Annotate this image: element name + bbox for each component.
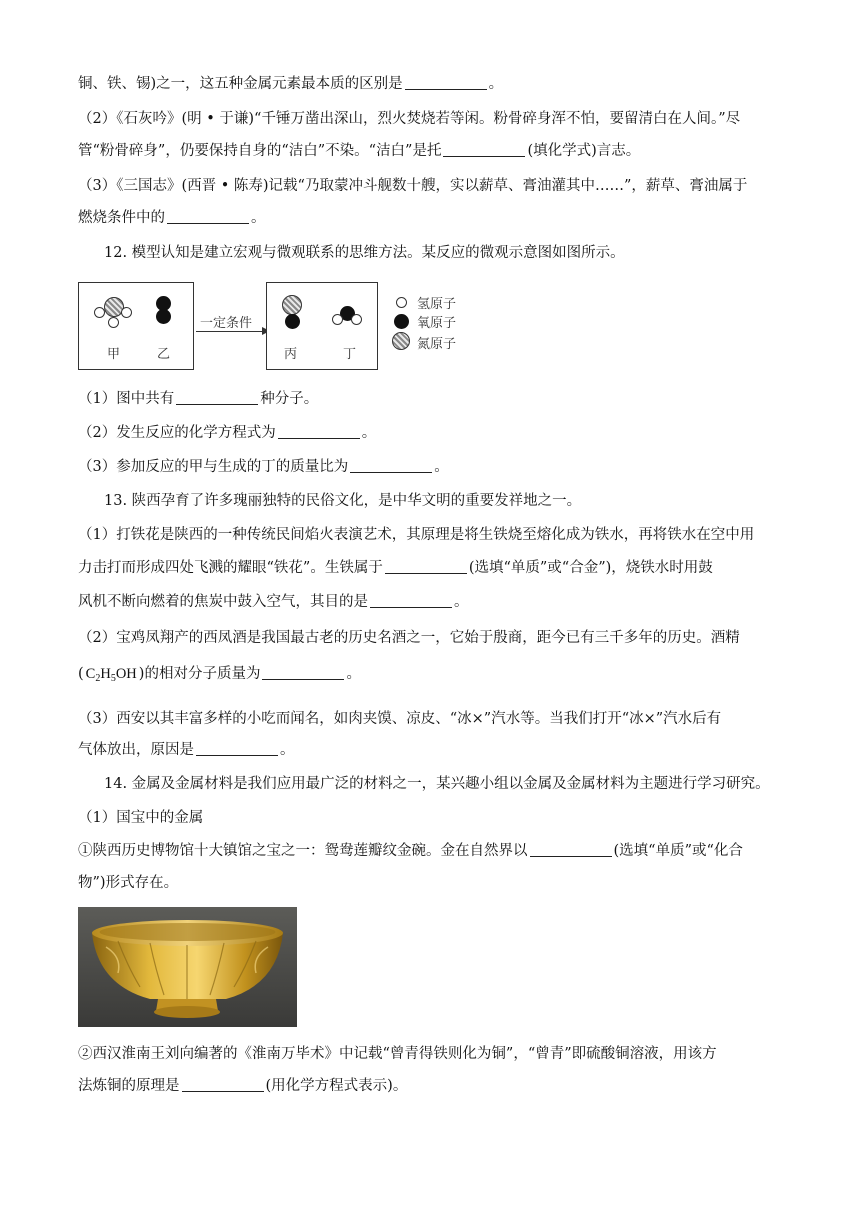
text: ②西汉淮南王刘向编著的《淮南万毕术》中记载“曾青得铁则化为铜”，“曾青”即硫酸铜溶液，用该方: [78, 1046, 717, 1062]
paragraph-line: [78, 664, 361, 689]
paragraph-line: [78, 808, 203, 828]
text: 气体放出，原因是: [78, 742, 194, 758]
answer-blank[interactable]: [370, 593, 452, 608]
text: 13. 陕西孕育了许多瑰丽独特的民俗文化，是中华文明的重要发祥地之一。: [104, 493, 582, 509]
text: （3）西安以其丰富多样的小吃而闻名，如肉夹馍、凉皮、“冰×”汽水等。当我们打开“冰×”汽水后有: [78, 711, 722, 727]
text: （2）发生反应的化学方程式为: [78, 425, 276, 441]
answer-blank[interactable]: [196, 741, 278, 756]
paragraph-line: [78, 1044, 717, 1064]
answer-blank[interactable]: [443, 142, 525, 157]
legend-oxygen-icon: [394, 314, 409, 329]
text: （3）《三国志》(西晋 • 陈寿)记载“乃取蒙冲斗舰数十艘，实以薪草、膏油灌其中……”，薪草、膏油属于: [78, 178, 748, 194]
text: 法炼铜的原理是: [78, 1078, 180, 1094]
hydrogen-atom-icon: [94, 307, 105, 318]
chemical-formula: [84, 666, 139, 682]
text: 12. 模型认知是建立宏观与微观联系的思维方法。某反应的微观示意图如图所示。: [104, 245, 625, 261]
paragraph-line: [78, 457, 449, 477]
paragraph-line: [78, 1076, 407, 1096]
paragraph-line: [78, 423, 376, 443]
text: 14. 金属及金属材料是我们应用最广泛的材料之一，某兴趣小组以金属及金属材料为主题进行学习研究。: [104, 776, 770, 792]
question-title: [104, 243, 625, 263]
hydrogen-atom-icon: [121, 307, 132, 318]
label-jia: 甲: [107, 347, 121, 362]
text: (选填“单质”或“合金”)，烧铁水时用鼓: [468, 560, 713, 576]
text: 。: [454, 594, 469, 610]
text: （2）《石灰吟》(明 • 于谦)“千锤万凿出深山，烈火焚烧若等闲。粉骨碎身浑不怕，要留清白在人间。”尽: [78, 111, 741, 127]
gold-bowl-image: [78, 907, 297, 1027]
text: )的相对分子质量为: [138, 666, 261, 682]
answer-blank[interactable]: [405, 75, 487, 90]
oxygen-atom-icon: [156, 309, 171, 324]
paragraph-line: [78, 873, 178, 893]
products-box: [266, 282, 378, 370]
answer-blank[interactable]: [350, 458, 432, 473]
paragraph-line: [78, 841, 743, 861]
question-title: [104, 774, 770, 794]
text: （3）参加反应的甲与生成的丁的质量比为: [78, 459, 349, 475]
text: 物”)形式存在。: [78, 875, 179, 891]
formula-sub: 2: [95, 673, 101, 684]
answer-blank[interactable]: [262, 665, 344, 680]
answer-blank[interactable]: [278, 424, 360, 439]
text: (: [78, 666, 84, 682]
answer-blank[interactable]: [385, 559, 467, 574]
legend-oxygen-label: 氧原子: [417, 316, 457, 331]
text: 风机不断向燃着的焦炭中鼓入空气，其目的是: [78, 594, 368, 610]
legend-nitrogen-label: 氮原子: [417, 337, 457, 352]
question-title: [104, 491, 581, 511]
text: (选填“单质”或“化合: [613, 843, 743, 859]
legend-nitrogen-icon: [392, 332, 410, 350]
text: 燃烧条件中的: [78, 210, 165, 226]
paragraph-line: [78, 740, 295, 760]
text: 力击打而形成四处飞溅的耀眼“铁花”。生铁属于: [78, 560, 383, 576]
paragraph-line: [78, 709, 721, 729]
text: （1）打铁花是陕西的一种传统民间焰火表演艺术，其原理是将生铁烧至熔化成为铁水，再将铁水在空中用: [78, 527, 755, 543]
text: （1）国宝中的金属: [78, 810, 204, 826]
label-yi: 乙: [157, 347, 171, 362]
label-bing: 丙: [284, 347, 298, 362]
formula-part: OH: [115, 666, 137, 682]
hydrogen-atom-icon: [351, 314, 362, 325]
text: 。: [346, 666, 361, 682]
formula-part: H: [100, 666, 111, 682]
text: （1）图中共有: [78, 391, 175, 407]
oxygen-atom-icon: [285, 314, 300, 329]
legend-hydrogen-label: 氢原子: [417, 297, 457, 312]
paragraph-line: [78, 176, 747, 196]
hydrogen-atom-icon: [108, 317, 119, 328]
paragraph-line: [78, 208, 266, 228]
nitrogen-atom-icon: [282, 295, 302, 315]
text: (用化学方程式表示)。: [265, 1078, 408, 1094]
paragraph-line: [78, 74, 503, 94]
text: 。: [488, 76, 504, 92]
paragraph-line: [78, 558, 713, 578]
text: 。: [280, 742, 295, 758]
text: ①陕西历史博物馆十大镇馆之宝之一：鸳鸯莲瓣纹金碗。金在自然界以: [78, 843, 528, 859]
text: （2）宝鸡凤翔产的西凤酒是我国最古老的历史名酒之一，它始于殷商，距今已有三千多年的历史。酒精: [78, 630, 740, 646]
text: 。: [434, 459, 449, 475]
legend-hydrogen-icon: [396, 297, 407, 308]
reaction-arrow-icon: [196, 331, 264, 332]
paragraph-line: [78, 109, 740, 129]
reactants-box: [78, 282, 194, 370]
hydrogen-atom-icon: [332, 314, 343, 325]
formula-part: C: [85, 666, 96, 682]
paragraph-line: [78, 525, 754, 545]
text: 铜、铁、锡)之一，这五种金属元素最本质的区别是: [78, 76, 403, 92]
answer-blank[interactable]: [176, 390, 258, 405]
arrow-label: 一定条件: [200, 316, 253, 331]
text: 。: [361, 425, 377, 441]
paragraph-line: [78, 141, 640, 161]
label-ding: 丁: [343, 347, 357, 362]
answer-blank[interactable]: [530, 842, 612, 857]
paragraph-line: [78, 628, 740, 648]
text: 管“粉骨碎身”，仍要保持自身的“洁白”不染。“洁白”是托: [78, 143, 442, 159]
text: (填化学式)言志。: [527, 143, 641, 159]
paragraph-line: [78, 592, 469, 612]
formula-sub: 5: [110, 673, 116, 684]
answer-blank[interactable]: [182, 1077, 264, 1092]
text: 。: [251, 210, 266, 226]
text: 种分子。: [260, 391, 319, 407]
paragraph-line: [78, 389, 318, 409]
reaction-diagram: [78, 282, 498, 370]
answer-blank[interactable]: [167, 209, 249, 224]
